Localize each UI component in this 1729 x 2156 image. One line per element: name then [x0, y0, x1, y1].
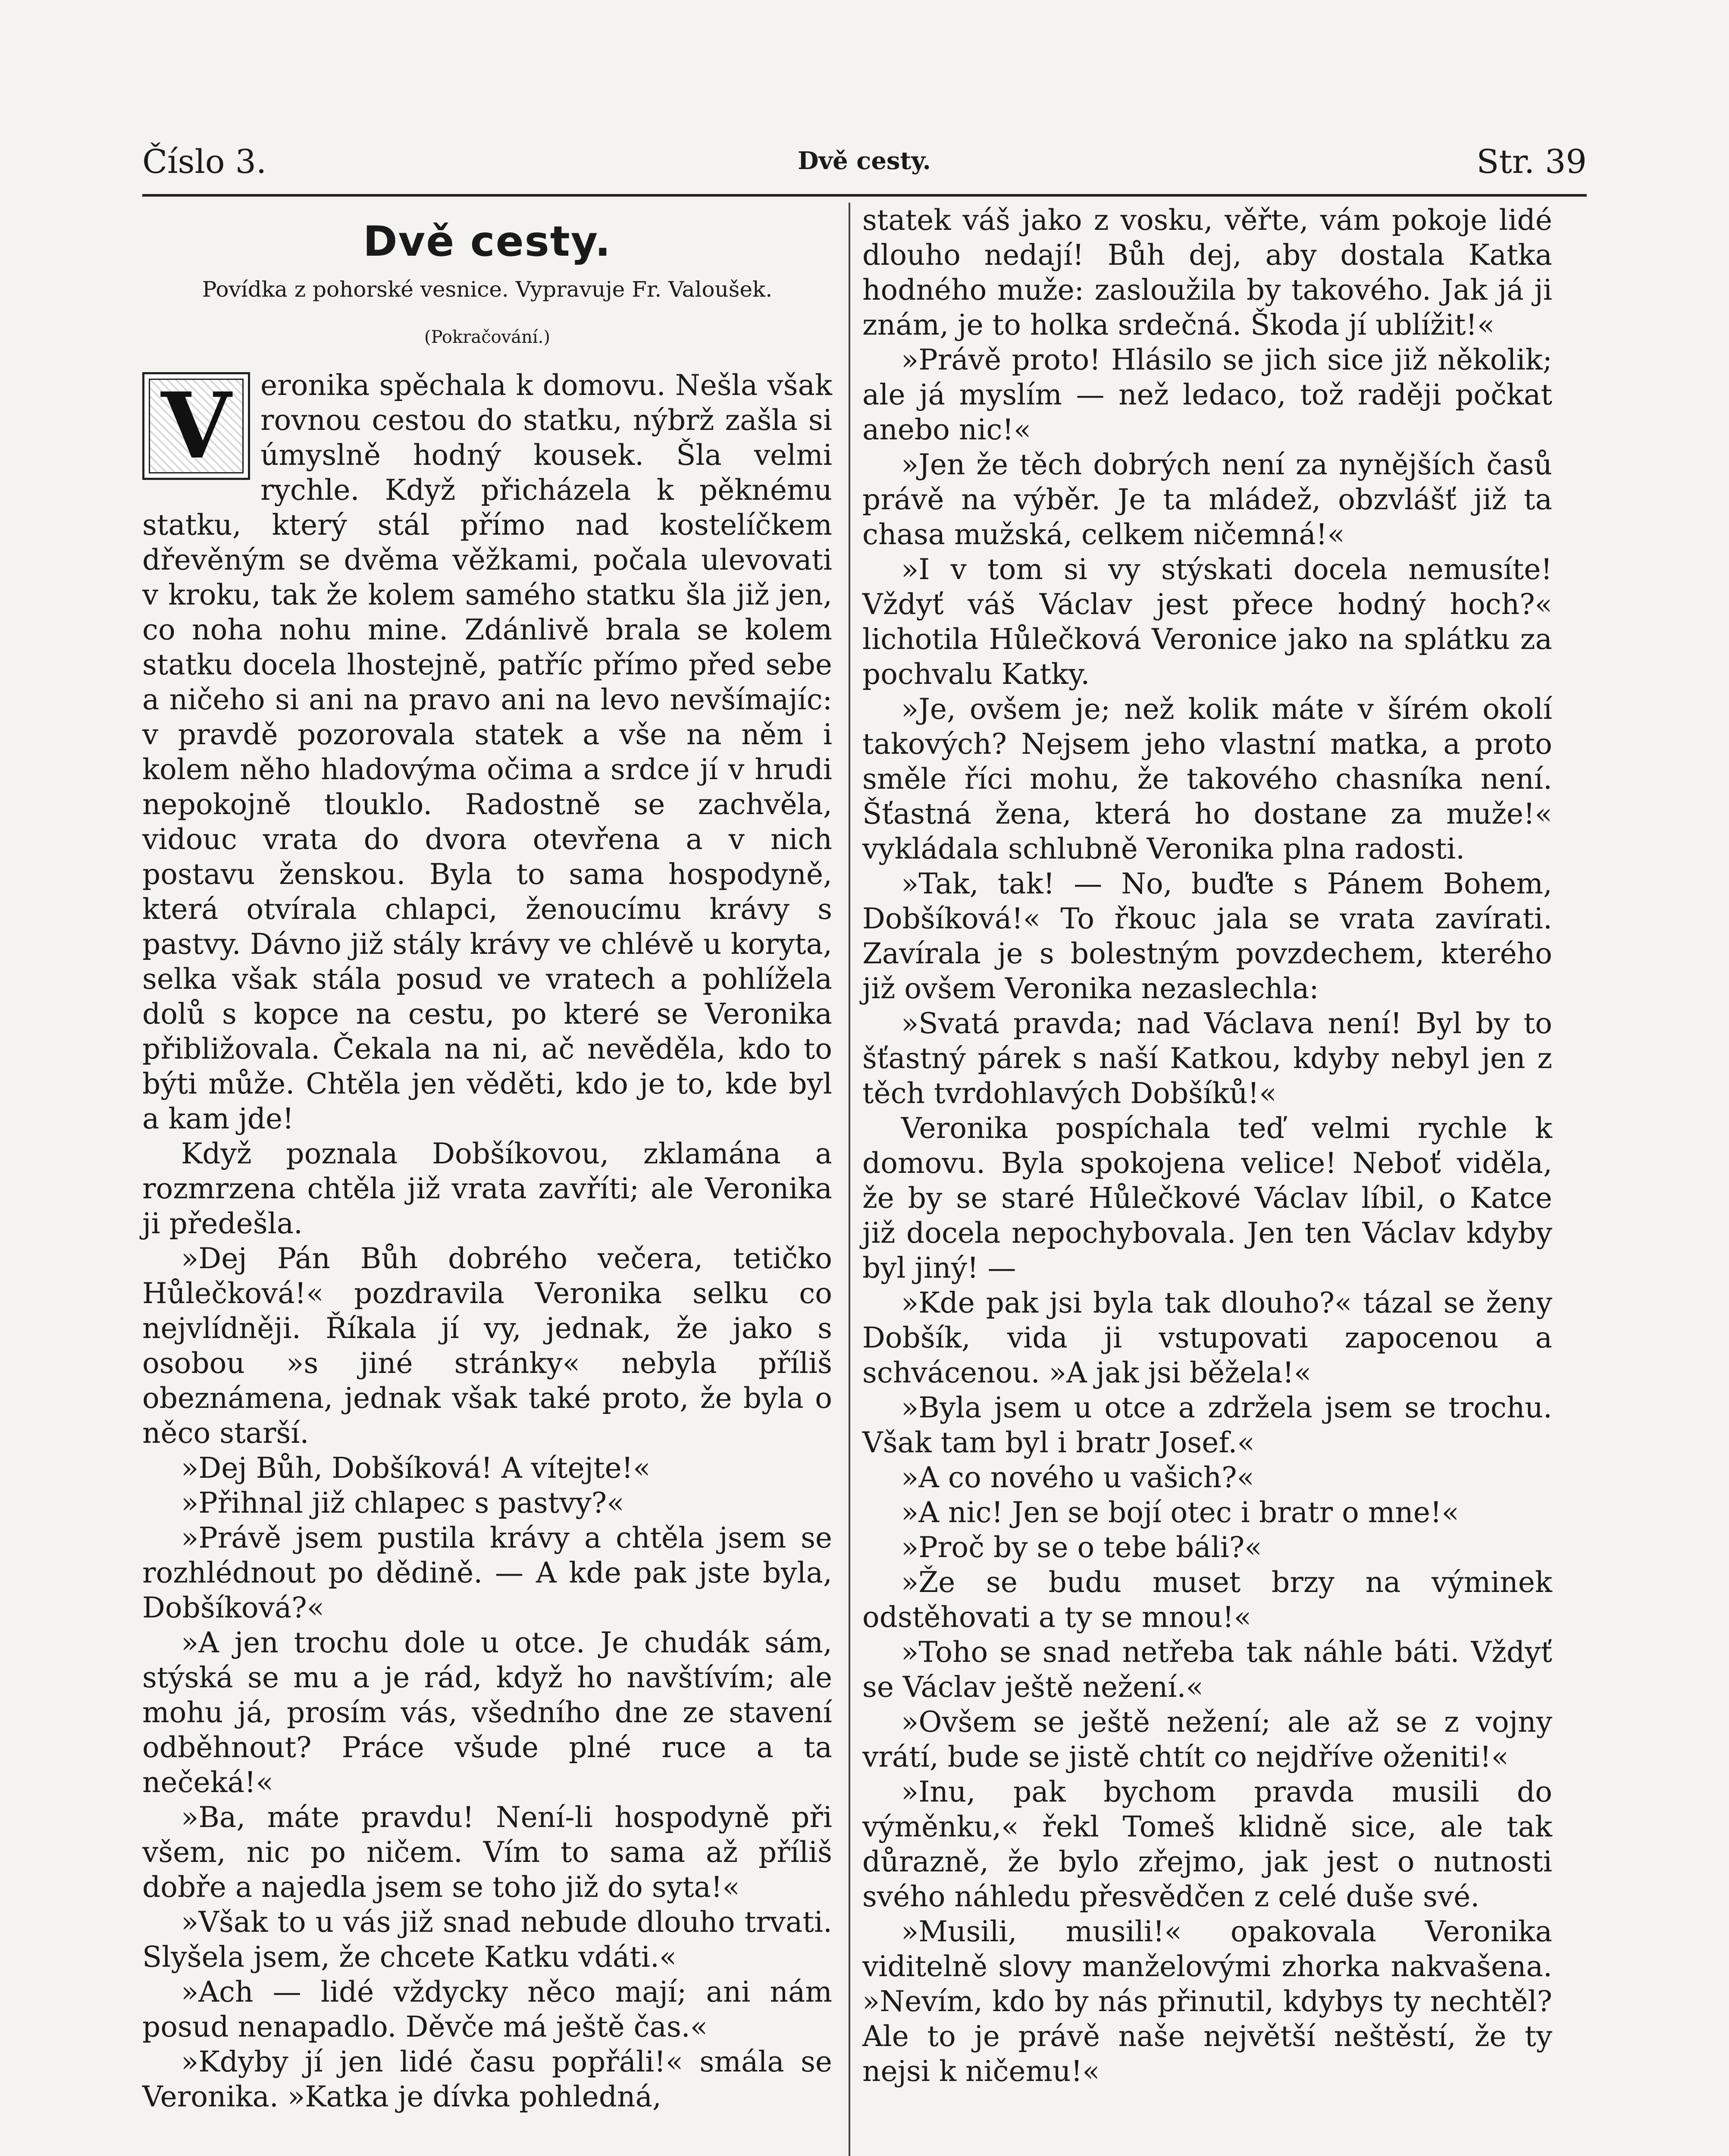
paragraph: Když poznala Dobšíkovou, zklamána a rozmrzena chtěla již vrata zavříti; ale Veronika ji předešla. — [142, 1137, 832, 1240]
paragraph: »Jen že těch dobrých není za nynějších časů právě na výběr. Je ta mládež, obzvlášť již ta chasa mužská, celkem ničemná!« — [862, 448, 1552, 551]
paragraph: »Svatá pravda; nad Václava není! Byl by to šťastný párek s naší Katkou, kdyby nebyl jen z těch tvrdohlavých Dobšíků!« — [862, 1007, 1552, 1110]
right-column — [862, 203, 1552, 2089]
paragraph: »Proč by se o tebe báli?« — [901, 1531, 1262, 1564]
paragraph: »Tak, tak! — No, buďte s Pánem Bohem, Dobšíková!« To řkouc jala se vrata zavírati. Zavírala je s bolestným povzdechem, kterého již ovšem Veronika nezaslechla: — [862, 867, 1552, 1005]
paragraph: »I v tom si vy stýskati docela nemusíte! Vždyť váš Václav jest přece hodný hoch?« lichotila Hůlečková Veronice jako na splátku za pochvalu Katky. — [862, 553, 1552, 691]
paragraph: »Právě jsem pustila krávy a chtěla jsem se rozhlédnout po dědině. — A kde pak jste byla, Dobšíková?« — [142, 1521, 832, 1624]
paragraph: »A nic! Jen se bojí otec i bratr o mne!« — [901, 1496, 1459, 1529]
drop-cap-initial — [142, 372, 250, 480]
paragraph: »A co nového u vašich?« — [901, 1461, 1254, 1494]
continuation-note: (Pokračování.) — [424, 327, 550, 347]
column-divider — [849, 203, 850, 2156]
paragraph: statek váš jako z vosku, věřte, vám pokoje lidé dlouho nedají! Bůh dej, aby dostala Katka hodného muže: zasloužila by takového. Jak já ji znám, je to holka srdečná. Škoda jí ublížit!« — [862, 204, 1552, 342]
issue-number: Číslo 3. — [142, 142, 267, 181]
right-paragraphs — [862, 342, 1552, 2089]
left-column — [142, 203, 832, 2114]
paragraph: »Je, ovšem je; než kolik máte v šírém okolí takových? Nejsem jeho vlastní matka, a proto směle říci mohu, že takového chasníka není. Šťastná žena, která ho dostane za muže!« vykládala schlubně Veronika plna radosti. — [862, 693, 1552, 865]
paragraph: »Kdyby jí jen lidé času popřáli!« smála se Veronika. »Katka je dívka pohledná, — [142, 2045, 832, 2113]
paragraph: »Dej Bůh, Dobšíková! A vítejte!« — [181, 1451, 651, 1485]
page-header — [142, 134, 1587, 197]
paragraph: »A jen trochu dole u otce. Je chudák sám, stýská se mu a je rád, když ho navštívím; ale mohu já, prosím vás, všedního dne ze stavení odběhnout? Práce všude plné ruce a ta nečeká!« — [142, 1626, 832, 1799]
paragraph: »Inu, pak bychom pravda musili do výměnku,« řekl Tomeš klidně sice, ale tak důrazně, že bylo zřejmo, jak jest o nutnosti svého náhledu přesvědčen z celé duše své. — [862, 1775, 1552, 1913]
story-subtitle: Povídka z pohorské vesnice. Vypravuje Fr. Valoušek. — [202, 277, 773, 302]
paragraph: »Byla jsem u otce a zdržela jsem se trochu. Však tam byl i bratr Josef.« — [862, 1391, 1552, 1459]
paragraph: »Ach — lidé vždycky něco mají; ani nám posud nenapadlo. Děvče má ještě čas.« — [142, 1975, 832, 2043]
paragraph: »Ba, máte pravdu! Není-li hospodyně při všem, nic po ničem. Vím to sama až příliš dobře a najedla jsem se toho již do syta!« — [142, 1801, 832, 1904]
left-paragraphs — [142, 368, 832, 2114]
paragraph: »Že se budu muset brzy na výminek odstěhovati a ty se mnou!« — [862, 1566, 1552, 1634]
story-title: Dvě cesty. — [363, 217, 612, 266]
page-number: Str. 39 — [1476, 142, 1587, 181]
paragraph: »Toho se snad netřeba tak náhle báti. Vždyť se Václav ještě nežení.« — [862, 1636, 1552, 1704]
paragraph: »Ovšem se ještě nežení; ale až se z vojny vrátí, bude se jistě chtít co nejdříve oženiti!« — [862, 1705, 1552, 1774]
paragraph: »Kde pak jsi byla tak dlouho?« tázal se ženy Dobšík, vida ji vstupovati zapocenou a schvácenou. »A jak jsi běžela!« — [862, 1286, 1552, 1389]
paragraph: »Právě proto! Hlásilo se jich sice již několik; ale já myslím — než ledaco, tož raději počkat anebo nic!« — [862, 343, 1552, 446]
paragraph: eronika spěchala k domovu. Nešla však rovnou cestou do statku, nýbrž zašla si úmyslně hodný kousek. Šla velmi rychle. Když přicházela k pěknému statku, který stál přímo nad kostelíčkem dřevěným se dvěma věžkami, počala ulevovati v kroku, tak že kolem samého statku šla již jen, co noha nohu mine. Zdánlivě brala se kolem statku docela lhostejně, patříc přímo před sebe a ničeho si ani na pravo ani na levo nevšímajíc: v pravdě pozorovala statek a vše na něm i kolem něho hladovýma očima a srdce jí v hrudi nepokojně tlouklo. Radostně se zachvěla, vidouc vrata do dvora otevřena a v nich postavu ženskou. Byla to sama hospodyně, která otvírala chlapci, ženoucímu krávy s pastvy. Dávno již stály krávy ve chlévě u koryta, selka však stála posud ve vratech a pohlížela dolů s kopce na cestu, po které se Veronika přibližovala. Čekala na ni, ač nevěděla, kdo to býti může. Chtěla jen věděti, kdo je to, kde byl a kam jde! — [142, 369, 832, 1135]
paragraph: »Přihnal již chlapec s pastvy?« — [181, 1486, 624, 1520]
paragraph: »Musili, musili!« opakovala Veronika viditelně slovy manželovými zhorka nakvašena. »Nevím, kdo by nás přinutil, kdybys ty nechtěl? Ale to je právě naše největší neštěstí, že ty nejsi k ničemu!« — [862, 1915, 1552, 2088]
drop-cap-letter: V — [161, 373, 232, 479]
paragraph: Veronika pospíchala teď velmi rychle k domovu. Byla spokojena velice! Neboť viděla, že by se staré Hůlečkové Václav líbil, o Katce již docela nepochybovala. Jen ten Václav kdyby byl jiný! — — [862, 1112, 1552, 1285]
running-title: Dvě cesty. — [798, 147, 931, 175]
paragraph: »Však to u vás již snad nebude dlouho trvati. Slyšela jsem, že chcete Katku vdáti.« — [142, 1905, 832, 1974]
paragraph: »Dej Pán Bůh dobrého večera, tetičko Hůlečková!« pozdravila Veronika selku co nejvlídněji. Říkala jí vy, jednak, že jako s osobou »s jiné stránky« nebyla příliš obeznámena, jednak však také proto, že byla o něco starší. — [142, 1242, 832, 1450]
